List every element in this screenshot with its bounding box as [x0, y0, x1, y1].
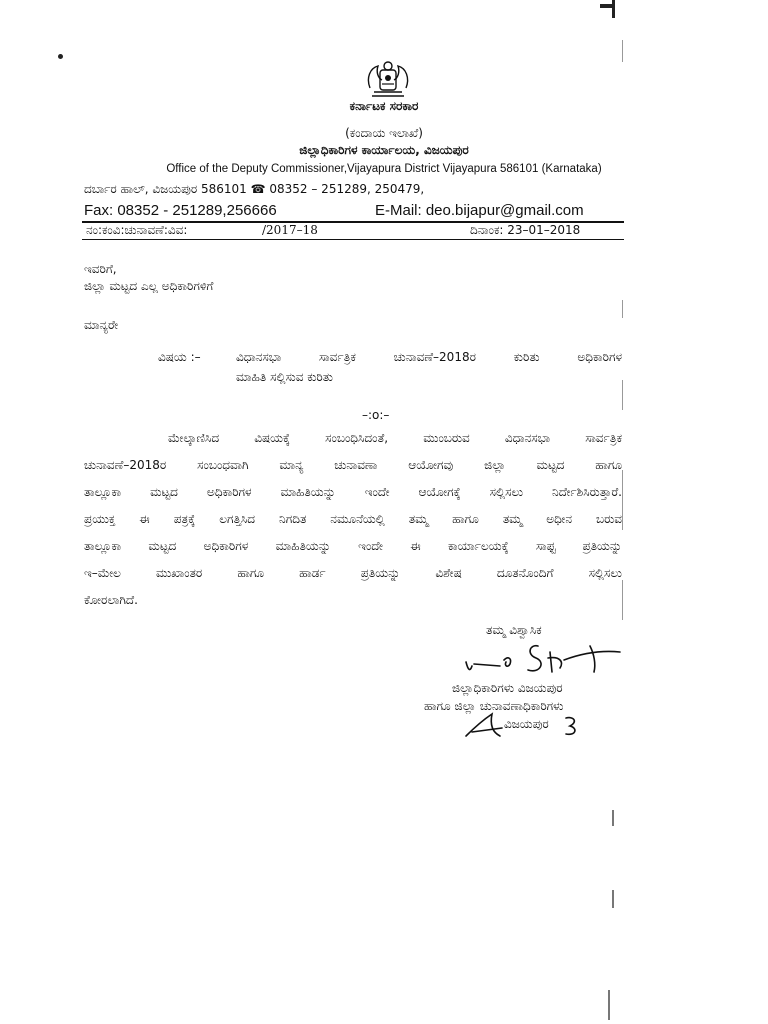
body-line-3: ತಾಲ್ಲೂಕಾ ಮಟ್ಟದ ಅಧಿಕಾರಿಗಳ ಮಾಹಿತಿಯನ್ನು ಇಂದೇ ಆಯೋಗಕ್ಕೆ ಸಲ್ಲಿಸಲು ನಿರ್ದೇಶಿಸಿರುತ್ತಾರೆ. [84, 485, 622, 499]
body-line-5: ತಾಲ್ಲೂಕಾ ಮಟ್ಟದ ಅಧಿಕಾರಿಗಳ ಮಾಹಿತಿಯನ್ನು ಇಂದೇ ಈ ಕಾರ್ಯಾಲಯಕ್ಕೆ ಸಾಫ್ಟ ಪ್ರತಿಯನ್ನು [84, 539, 622, 553]
office-name-english: Office of the Deputy Commissioner,Vijayapura District Vijayapura 586101 (Karnataka) [166, 163, 602, 175]
scan-line-8 [608, 990, 610, 1020]
scan-mark-top-stroke [612, 0, 615, 18]
fax-number: Fax: 08352 - 251289,256666 [84, 202, 277, 219]
closing-phrase: ತಮ್ಮ ವಿಶ್ವಾಸಿಕ [486, 623, 542, 637]
signatory-line-1: ಜಿಲ್ಲಾಧಿಕಾರಿಗಳು ವಿಜಯಪುರ [452, 681, 563, 695]
addressee: ಜಿಲ್ಲಾ ಮಟ್ಟದ ಎಲ್ಲ ಅಧಿಕಾರಿಗಳಿಗೆ [84, 279, 214, 293]
scan-line-4 [622, 470, 623, 530]
subject-line-2: ಮಾಹಿತಿ ಸಲ್ಲಿಸುವ ಕುರಿತು [236, 370, 333, 384]
body-line-4: ಪ್ರಯುಕ್ತ ಈ ಪತ್ರಕ್ಕೆ ಲಗತ್ತಿಸಿದ ನಿಗದಿತ ನಮೂನೆಯಲ್ಲಿ ತಮ್ಮ ಹಾಗೂ ತಮ್ಮ ಅಧೀನ ಬರುವ [84, 512, 622, 526]
separator: –:o:– [362, 408, 390, 422]
salutation: ಮಾನ್ಯರೇ [84, 318, 119, 332]
header-divider-bottom [82, 239, 624, 240]
scan-line-6 [612, 810, 614, 826]
office-name-kannada: ಜಿಲ್ಲಾಧಿಕಾರಿಗಳ ಕಾರ್ಯಾಲಯ, ವಿಜಯಪುರ [299, 143, 469, 157]
signatory-line-3: ವಿಜಯಪುರ [504, 717, 549, 731]
subject-line-1: ವಿಧಾನಸಭಾ ಸಾರ್ವತ್ರಿಕ ಚುನಾವಣೆ–2018ರ ಕುರಿತು ಅಧಿಕಾರಿಗಳ [236, 350, 622, 364]
handwritten-signature-icon [460, 640, 630, 680]
state-name: ಕರ್ನಾಟಕ ಸರಕಾರ [349, 99, 419, 113]
department-name: (ಕಂದಾಯ ಇಲಾಖೆ) [345, 126, 423, 140]
scan-speck-left [58, 54, 63, 59]
subject-label: ವಿಷಯ :– [158, 350, 201, 364]
reference-number: ನಂ:ಕಂವಿ:ಚುನಾವಣೆ:ವಿವ: [86, 223, 188, 237]
scan-line-5 [622, 580, 623, 620]
signatory-line-2: ಹಾಗೂ ಜಿಲ್ಲಾ ಚುನಾವಣಾಧಿಕಾರಿಗಳು [424, 699, 564, 713]
letter-date: ದಿನಾಂಕ: 23–01–2018 [470, 223, 581, 237]
scan-line-3 [622, 380, 623, 410]
government-emblem-icon [360, 58, 416, 102]
email-address: E-Mail: deo.bijapur@gmail.com [375, 202, 584, 219]
body-line-7: ಕೋರಲಾಗಿದೆ. [84, 593, 138, 607]
to-label: ಇವರಿಗೆ, [84, 262, 117, 276]
body-line-1: ಮೇಲ್ಕಾಣಿಸಿದ ವಿಷಯಕ್ಕೆ ಸಂಬಂಧಿಸಿದಂತೆ, ಮುಂಬರುವ ವಿಧಾನಸಭಾ ಸಾರ್ವತ್ರಿಕ [168, 431, 622, 445]
body-line-6: ಇ–ಮೇಲ ಮುಖಾಂತರ ಹಾಗೂ ಹಾರ್ಡ ಪ್ರತಿಯನ್ನು ವಿಶೇಷ ದೂತನೊಂದಿಗೆ ಸಲ್ಲಿಸಲು [84, 566, 622, 580]
office-address-phone: ದರ್ಬಾರ ಹಾಲ್, ವಿಜಯಪುರ 586101 ☎ 08352 – 251289, 250479, [84, 182, 425, 196]
body-line-2: ಚುನಾವಣೆ–2018ರ ಸಂಬಂಧವಾಗಿ ಮಾನ್ಯ ಚುನಾವಣಾ ಆಯೋಗವು ಜಿಲ್ಲಾ ಮಟ್ಟದ ಹಾಗೂ [84, 458, 622, 472]
scan-line-2 [622, 300, 623, 318]
scan-line-1 [622, 40, 623, 62]
reference-year: /2017–18 [262, 223, 318, 237]
scan-line-7 [612, 890, 614, 908]
